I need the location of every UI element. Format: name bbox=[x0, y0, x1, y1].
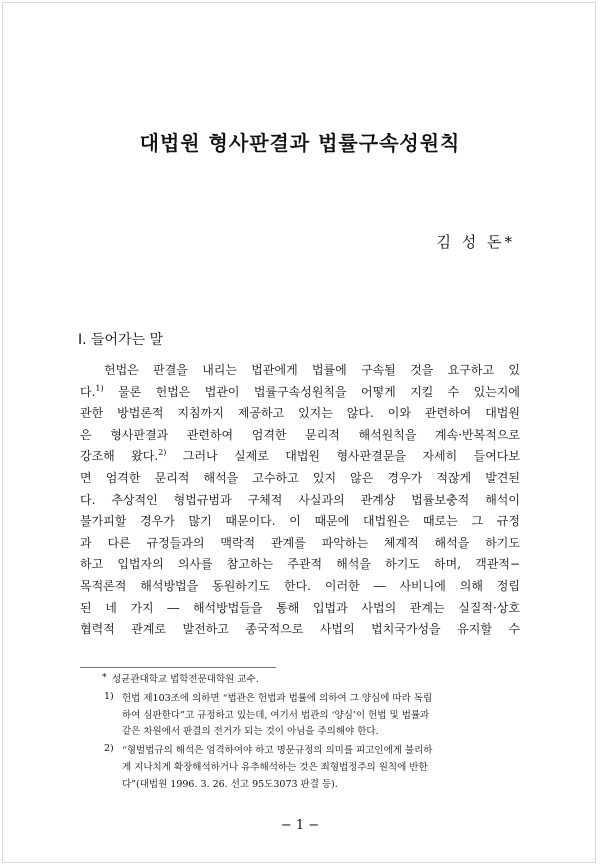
footnote-line bbox=[80, 672, 520, 689]
body-line-text: 면 엄격한 문리적 해석을 고수하고 있지 않은 경우가 적잖게 발견된 bbox=[80, 470, 520, 485]
body-line-text: 다. bbox=[80, 384, 96, 399]
footnote-mark: 2) bbox=[104, 743, 114, 755]
footnote-text: 같은 차원에서 판결의 전거가 되는 것이 아님을 주의해야 한다. bbox=[122, 726, 379, 738]
footnote-text: 헌법 제103조에 의하면 “법관은 헌법과 법률에 의하여 그 양심에 따라 독립 bbox=[122, 692, 433, 704]
body-line-text: 관한 방법론적 지침까지 제공하고 있지는 않다. 이와 관련하여 대법원 bbox=[80, 406, 520, 421]
footnotes bbox=[80, 672, 520, 794]
footnote-line bbox=[80, 691, 520, 708]
body-line bbox=[80, 446, 520, 468]
body-line bbox=[80, 533, 520, 555]
footnote-line bbox=[80, 777, 520, 794]
footnote-mark: 1) bbox=[104, 690, 114, 702]
body-line bbox=[80, 468, 520, 490]
body-line bbox=[80, 619, 520, 641]
body-line bbox=[80, 382, 520, 404]
footnote-line bbox=[80, 724, 520, 741]
footnote-ref: 2) bbox=[158, 448, 167, 458]
footnote-mark: * bbox=[102, 672, 107, 683]
body-line-text: 된 네 가지 ― 해석방법들을 통해 입법과 사법의 관계는 실질적·상호 bbox=[80, 600, 520, 615]
body-line-text: 강조해 왔다. bbox=[80, 449, 159, 464]
footnote-text: 성균관대학교 법학전문대학원 교수. bbox=[112, 674, 259, 685]
footnote bbox=[80, 672, 520, 689]
body-line-text: 그러나 실제로 대법원 형사판결문을 자세히 들여다보 bbox=[166, 449, 520, 464]
body-line-text: 물론 헌법은 법관이 법률구속성원칙을 어떻게 지킬 수 있는지에 bbox=[103, 384, 520, 399]
body-line bbox=[80, 490, 520, 512]
body-text bbox=[80, 360, 520, 641]
body-line-text: 불가피할 경우가 많기 때문이다. 이 때문에 대법원은 때로는 그 규정 bbox=[80, 514, 520, 529]
footnote-ref: 1) bbox=[95, 383, 104, 393]
footnote-text: “형벌법규의 해석은 엄격하여야 하고 명문규정의 의미를 피고인에게 불리하 bbox=[122, 745, 433, 757]
body-line bbox=[80, 511, 520, 533]
footnote-line bbox=[80, 760, 520, 777]
footnote-text: 하여 심판한다”고 규정하고 있는데, 여기서 법관의 ‘양심’이 헌법 및 법률과 bbox=[122, 709, 430, 721]
page-number: − 1 − bbox=[280, 818, 320, 833]
body-line-text: 은 형사판결과 관련하여 엄격한 문리적 해석원칙을 계속·반복적으로 bbox=[80, 427, 520, 442]
paper-title: 대법원 형사판결과 법률구속성원칙 bbox=[139, 131, 461, 155]
body-line bbox=[80, 360, 520, 382]
footnote-line bbox=[80, 743, 520, 760]
body-line bbox=[80, 576, 520, 598]
body-line bbox=[80, 403, 520, 425]
body-line-text: 과 다른 규정들과의 맥락적 관계를 파악하는 체계적 해석을 하기도 bbox=[80, 535, 520, 550]
body-line-text: 하고 입법자의 의사를 참고하는 주관적 해석을 하기도 하며, 객관적− bbox=[80, 557, 520, 572]
body-line-text: 목적론적 해석방법을 동원하기도 한다. 이러한 ― 사비니에 의해 정립 bbox=[80, 578, 520, 593]
footnote-line bbox=[80, 708, 520, 725]
footnote-text: 다”(대법원 1996. 3. 26. 선고 95도3073 판결 등). bbox=[122, 778, 338, 790]
author-name: 김 성 돈* bbox=[436, 233, 515, 251]
footnote bbox=[80, 743, 520, 793]
body-line-text: 헌법은 판결을 내리는 법관에게 법률에 구속될 것을 요구하고 있 bbox=[104, 363, 520, 377]
footnote bbox=[80, 691, 520, 741]
body-line bbox=[80, 598, 520, 620]
body-line bbox=[80, 425, 520, 447]
body-line-text: 협력적 관계로 발전하고 종국적으로 사법의 법치국가성을 유지할 수 bbox=[80, 622, 520, 637]
footnote-divider bbox=[80, 667, 276, 668]
section-heading: Ⅰ. 들어가는 말 bbox=[78, 332, 164, 348]
footnote-text: 게 지나치게 확장해석하거나 유추해석하는 것은 죄형법정주의 원칙에 반한 bbox=[122, 761, 428, 773]
body-line-text: 다. 추상적인 형법규범과 구체적 사실과의 관계상 법률보충적 해석이 bbox=[80, 492, 520, 507]
body-line bbox=[80, 554, 520, 576]
